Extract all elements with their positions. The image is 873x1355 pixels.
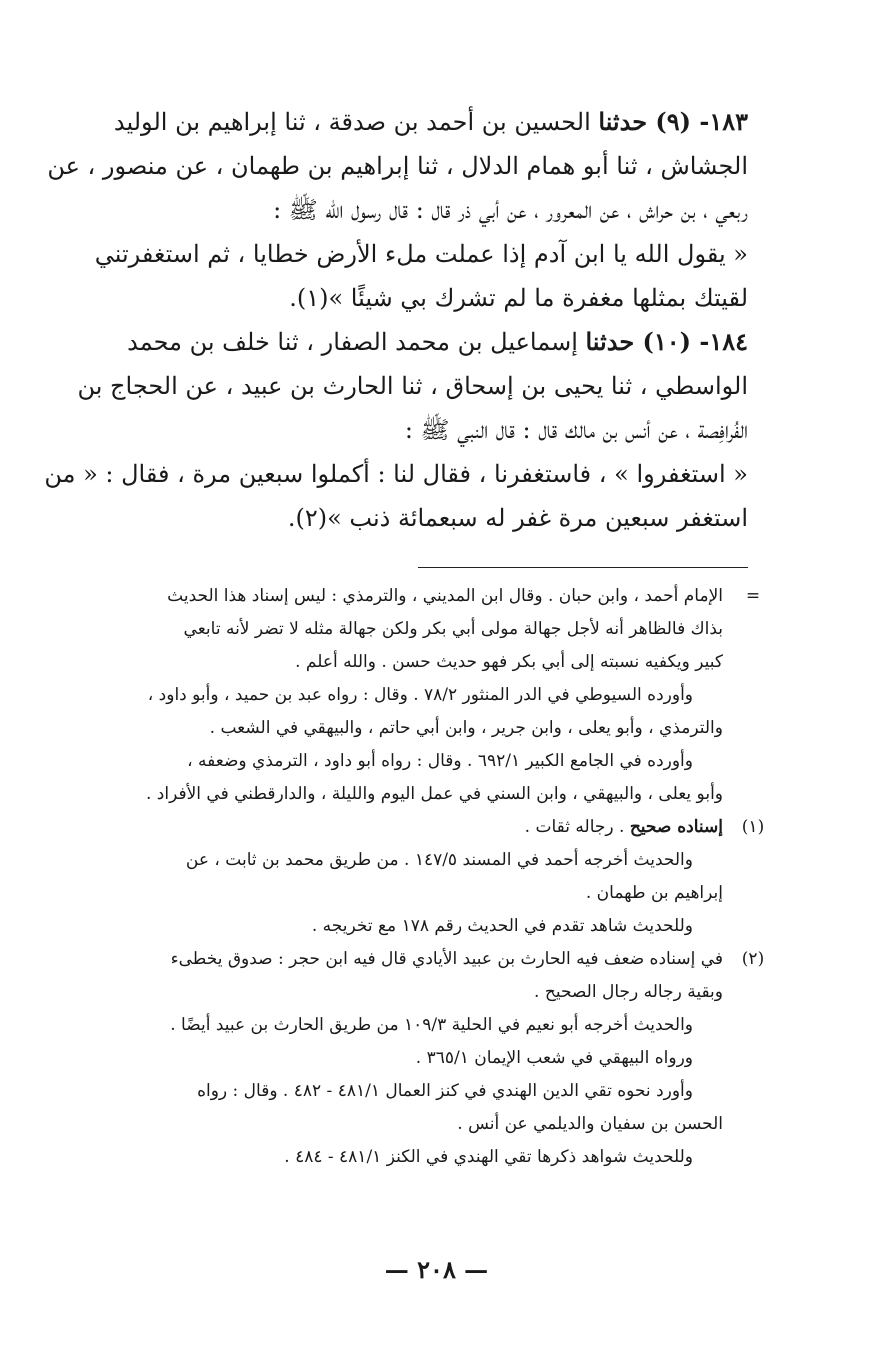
footnote-text: كبير ويكفيه نسبته إلى أبي بكر فهو حديث حسن . والله أعلم . bbox=[295, 652, 723, 672]
footnote-line bbox=[45, 811, 765, 844]
main-text-line: « استغفروا » ، فاستغفرنا ، فقال لنا : أكملوا سبعين مرة ، فقال : « من bbox=[44, 460, 748, 488]
footnote-text: والحديث أخرجه أبو نعيم في الحلية ١٠٩/٣ من طريق الحارث بن عبيد أيضًا . bbox=[170, 1015, 693, 1035]
footnote-line bbox=[45, 877, 748, 910]
footnote-line bbox=[45, 613, 748, 646]
footnote-text: في إسناده ضعف فيه الحارث بن عبيد الأيادي قال فيه ابن حجر : صدوق يخطىء bbox=[170, 949, 723, 969]
footnote-line bbox=[45, 712, 748, 745]
main-text-line: الواسطي ، ثنا يحيى بن إسحاق ، ثنا الحارث بن عبيد ، عن الحجاج بن bbox=[77, 372, 748, 400]
main-text bbox=[45, 100, 748, 540]
main-text-line: ١٨٣- (٩) حدثنا الحسين بن أحمد بن صدقة ، ثنا إبراهيم بن الوليد bbox=[113, 107, 748, 136]
main-text-line: ربعي ، بن حراش ، عن المعرور ، عن أبي ذر قال : قال رسول الله ﷺ : bbox=[273, 196, 748, 224]
footnote-line bbox=[45, 943, 765, 976]
main-text-line: الفُرافِصة ، عن أنس بن مالك قال : قال النبي ﷺ : bbox=[404, 416, 748, 444]
footnote-text: وأورده السيوطي في الدر المنثور ٧٨/٢ . وقال : رواه عبد بن حميد ، وأبو داود ، bbox=[147, 685, 693, 705]
hadith-number: ١٨٤- (١٠) حدثنا bbox=[585, 327, 748, 356]
footnote-marker: (٢) bbox=[741, 949, 765, 969]
footnote-text: وللحديث شواهد ذكرها تقي الهندي في الكنز ٤٨١/١ - ٤٨٤ . bbox=[284, 1147, 693, 1167]
main-text-line: « يقول الله يا ابن آدم إذا عملت ملء الأرض خطايا ، ثم استغفرتني bbox=[94, 240, 748, 268]
footnote-text: الإمام أحمد ، وابن حبان . وقال ابن المديني ، والترمذي : ليس إسناد هذا الحديث bbox=[167, 586, 723, 606]
footnote-separator bbox=[418, 567, 748, 568]
footnote-line bbox=[45, 1042, 748, 1075]
footnote-line bbox=[45, 1108, 748, 1141]
footnote-line bbox=[45, 679, 748, 712]
footnotes bbox=[45, 580, 765, 1174]
page-number: — ٢٠٨ — bbox=[384, 1255, 489, 1284]
footnote-line bbox=[45, 745, 748, 778]
footnote-line bbox=[45, 778, 748, 811]
footnote-text: إسناده صحيح . رجاله ثقات . bbox=[524, 817, 723, 837]
footnote-line bbox=[45, 976, 748, 1009]
footnote-marker: = bbox=[745, 586, 761, 606]
main-text-line: استغفر سبعين مرة غفر له سبعمائة ذنب »(٢). bbox=[287, 504, 748, 532]
footnote-text: بذاك فالظاهر أنه لأجل جهالة مولى أبي بكر ولكن جهالة مثله لا تضر لأنه تابعي bbox=[183, 619, 723, 639]
main-text-line: لقيتك بمثلها مغفرة ما لم تشرك بي شيئًا »(١). bbox=[289, 284, 748, 312]
footnote-text: والحديث أخرجه أحمد في المسند ١٤٧/٥ . من طريق محمد بن ثابت ، عن bbox=[185, 850, 693, 870]
footnote-text: ورواه البيهقي في شعب الإيمان ٣٦٥/١ . bbox=[415, 1048, 693, 1068]
footnote-text: وبقية رجاله رجال الصحيح . bbox=[534, 982, 723, 1002]
footnote-line bbox=[45, 580, 761, 613]
grading-label: إسناده صحيح bbox=[629, 817, 723, 837]
footnote-line bbox=[45, 844, 748, 877]
hadith-number: ١٨٣- (٩) حدثنا bbox=[598, 107, 748, 136]
footnote-line bbox=[45, 1141, 748, 1174]
footnote-text: إبراهيم بن طهمان . bbox=[585, 883, 723, 903]
footnote-text: وأورده في الجامع الكبير ٦٩٢/١ . وقال : رواه أبو داود ، الترمذي وضعفه ، bbox=[187, 751, 693, 771]
footnote-text: والترمذي ، وأبو يعلى ، وابن جرير ، وابن أبي حاتم ، والبيهقي في الشعب . bbox=[209, 718, 723, 738]
main-text-line: الجشاش ، ثنا أبو همام الدلال ، ثنا إبراهيم بن طهمان ، عن منصور ، عن bbox=[47, 152, 748, 180]
footnote-text: وللحديث شاهد تقدم في الحديث رقم ١٧٨ مع تخريجه . bbox=[311, 916, 693, 936]
footnote-line bbox=[45, 910, 748, 943]
footnote-line bbox=[45, 1009, 748, 1042]
footnote-text: الحسن بن سفيان والديلمي عن أنس . bbox=[457, 1114, 723, 1134]
footnote-line bbox=[45, 1075, 748, 1108]
footnote-text: وأبو يعلى ، والبيهقي ، وابن السني في عمل اليوم والليلة ، والدارقطني في الأفراد . bbox=[146, 784, 723, 804]
main-text-line: ١٨٤- (١٠) حدثنا إسماعيل بن محمد الصفار ، ثنا خلف بن محمد bbox=[127, 327, 748, 356]
footnote-marker: (١) bbox=[741, 817, 765, 837]
footnote-line bbox=[45, 646, 748, 679]
footnote-text: وأورد نحوه تقي الدين الهندي في كنز العمال ٤٨١/١ - ٤٨٢ . وقال : رواه bbox=[197, 1081, 693, 1101]
